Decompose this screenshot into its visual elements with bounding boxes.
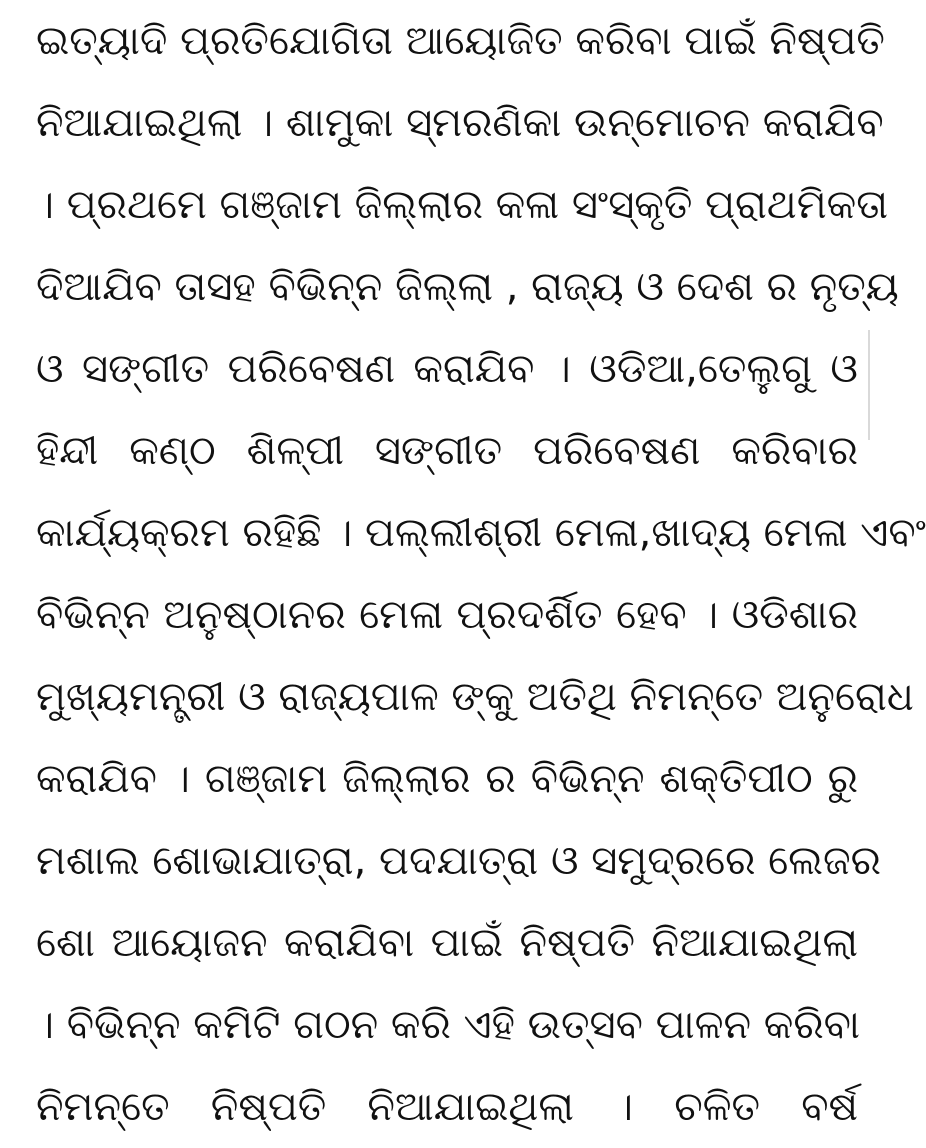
article-line: ଇତ୍ୟାଦି ପ୍ରତିଯୋଗିତା ଆୟୋଜିତ କରିବା ପାଇଁ ନିଷ୍ପତି	[36, 18, 885, 64]
article-line: । ପ୍ରଥମେ ଗଞ୍ଜାମ ଜିଲ୍ଲାର କଳା ସଂସ୍କୃତି ପ୍ରାଥମିକତା	[36, 182, 889, 228]
article-line: । ବିଭିନ୍ନ କମିଟି ଗଠନ କରି ଏହି ଉତ୍ସବ ପାଳନ କରିବା	[36, 1002, 861, 1048]
article-line: ଦିଆଯିବ ତାସହ ବିଭିନ୍ନ ଜିଲ୍ଲା , ରାଜ୍ୟ ଓ ଦେଶ ର ନୃତ୍ୟ	[36, 264, 899, 310]
article-line: ଶୋ ଆୟୋଜନ କରାଯିବା ପାଇଁ ନିଷ୍ପତି ନିଆଯାଇଥିଲା	[36, 920, 858, 966]
article-line: ମୁଖ୍ୟମନ୍ତ୍ରୀ ଓ ରାଜ୍ୟପାଳ ଙ୍କୁ ଅତିଥି ନିମନ୍ତେ ଅନୁରୋଧ	[36, 674, 914, 720]
article-text	[36, 0, 926, 1148]
article-line: କରାଯିବ । ଗଞ୍ଜାମ ଜିଲ୍ଲାର ର ବିଭିନ୍ନ ଶକ୍ତିପୀଠ ରୁ	[36, 756, 858, 802]
article-line: ମଶାଲ ଶୋଭାଯାତ୍ରା, ପଦଯାତ୍ରା ଓ ସମୁଦ୍ରରେ ଲେଜର	[36, 838, 881, 884]
article-line: ନିମନ୍ତେ ନିଷ୍ପତି ନିଆଯାଇଥିଲା । ଚଳିତ ବର୍ଷ	[36, 1084, 858, 1130]
scroll-indicator[interactable]	[868, 330, 870, 440]
article-line: ଓ ସଙ୍ଗୀତ ପରିବେଷଣ କରାଯିବ । ଓଡିଆ,ତେଲୁଗୁ ଓ	[36, 346, 858, 392]
article-line: ହିନ୍ଦୀ କଣ୍ଠ ଶିଳ୍ପୀ ସଙ୍ଗୀତ ପରିବେଷଣ କରିବାର	[36, 428, 858, 474]
article-line: ବିଭିନ୍ନ ଅନୁଷ୍ଠାନର ମେଳା ପ୍ରଦର୍ଶିତ ହେବ । ଓଡିଶାର	[36, 592, 858, 638]
article-line: କାର୍ଯ୍ୟକ୍ରମ ରହିଛି । ପଲ୍ଲୀଶ୍ରୀ ମେଳା,ଖାଦ୍ୟ ମେଳା ଏବଂ	[36, 510, 926, 556]
article-line: ନିଆଯାଇଥିଲା । ଶାମୁକା ସ୍ମରଣିକା ଉନ୍ମୋଚନ କରାଯିବ	[36, 100, 884, 146]
